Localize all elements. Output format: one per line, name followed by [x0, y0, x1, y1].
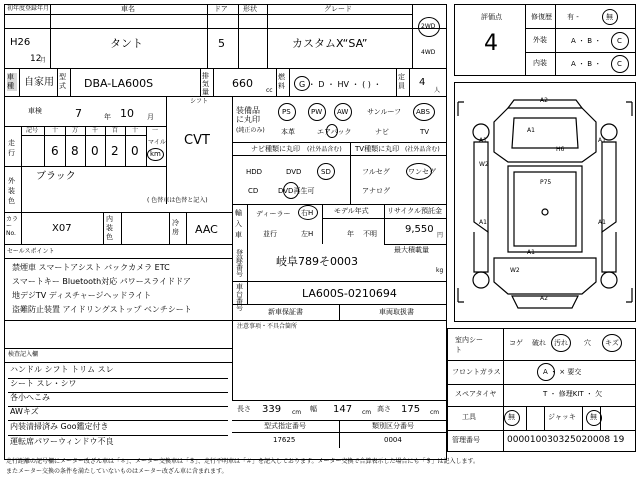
- car-name-label: 車名: [121, 5, 135, 13]
- doors: 5: [218, 37, 225, 50]
- seat-yogore: 汚れ: [554, 339, 568, 347]
- sales-line-0: 禁煙車 スマートアシスト バックカメラ ETC: [12, 263, 170, 272]
- score-label: 評価点: [481, 13, 502, 21]
- mark-h6: H6: [556, 146, 565, 153]
- drive-2wd: 2WD: [421, 23, 436, 30]
- mileage-head-0: 記号: [26, 127, 39, 134]
- import-handle-left: 左H: [301, 230, 314, 238]
- seat-koge: コゲ: [509, 339, 523, 347]
- mileage-digit-3: 2: [111, 144, 119, 158]
- displacement: 660: [232, 77, 253, 90]
- chassis-number: LA600S-0210694: [302, 287, 397, 300]
- car-name: タント: [110, 37, 143, 50]
- notes-label: 注意事項・不具合箇所: [237, 323, 298, 330]
- width-value: 147: [333, 404, 353, 415]
- spare-label: スペアタイヤ: [455, 390, 497, 398]
- jack-label: ジャッキ: [548, 413, 576, 421]
- model-year-unknown: 不明: [363, 230, 377, 238]
- inspection-year: 7: [75, 107, 82, 120]
- capacity-label: 定員: [398, 73, 405, 90]
- mileage-head-1: 十: [52, 127, 59, 134]
- tools-label: 工具: [462, 413, 476, 421]
- mark-a1-bottom: A1: [527, 249, 535, 256]
- tv-analog: アナログ: [362, 187, 390, 195]
- plate-type-label: 車種: [7, 73, 17, 91]
- length-value: 339: [262, 404, 282, 415]
- airbag-circle: [326, 124, 338, 138]
- ac-value: AAC: [195, 223, 218, 236]
- length-label: 長さ: [237, 405, 251, 413]
- inspector-line-3: AWキズ: [10, 407, 39, 416]
- inspection-month: 10: [120, 107, 134, 120]
- exterior-label: 外装色: [8, 177, 15, 205]
- seat-yabure: 破れ: [532, 339, 546, 347]
- tools-value: 無: [508, 413, 515, 421]
- import-handle-right: 右H: [301, 209, 314, 217]
- repair-label: 修復歴: [531, 13, 552, 21]
- first-reg-month-unit: 月: [40, 57, 47, 64]
- height-value: 175: [401, 404, 421, 415]
- shift-label: シフト: [190, 98, 209, 105]
- management-value: 000010030325020008 19: [507, 435, 625, 445]
- recycle-value: 9,550: [405, 224, 434, 235]
- color-no: X07: [52, 223, 72, 234]
- ac-label: 冷房: [172, 219, 179, 236]
- mileage-head-4: 百: [112, 127, 119, 134]
- grade-label: グレード: [324, 5, 352, 13]
- inspection-month-unit: 月: [147, 113, 154, 121]
- exterior-value: ブラック: [36, 171, 76, 182]
- category-value: 0004: [384, 436, 402, 444]
- shape-label: 形状: [243, 5, 257, 13]
- equip-abs: ABS: [416, 108, 430, 116]
- chassis-label: 車台番号: [236, 283, 243, 312]
- designation-value: 17625: [273, 436, 296, 444]
- equipment-label: 装備品に丸印: [236, 106, 260, 124]
- inspection-label: 車検: [28, 107, 42, 115]
- navi-dvd: DVD: [286, 168, 302, 176]
- footer-line-1: 走行距離の記号欄にメーター改ざん車は「＊」、メーター交換車は「＄」、走行不明車は「＃」を記入しております。メーター交換で合算表示した場合にも「＄」は記入します。: [6, 458, 480, 465]
- mileage-digit-2: 0: [91, 144, 99, 158]
- displacement-unit: cc: [266, 87, 273, 94]
- fuel-label: 燃料: [278, 73, 285, 90]
- model-year-label: モデル年式: [334, 207, 369, 215]
- sales-line-2: 地デジTV ディスチャージヘッドライト: [12, 291, 152, 300]
- equip-aw: AW: [337, 108, 349, 116]
- equipment-sub: (純正のみ): [236, 127, 265, 134]
- footer-line-2: またメーター交換の条件を満たしていないものはメーター改ざん車に含まれます。: [6, 468, 228, 475]
- fuel-options: G ・ D ・ HV ・ ( ) ・: [299, 80, 382, 89]
- grade: カスタムX“SA”: [292, 37, 368, 50]
- recycle-label: リサイクル預託金: [387, 207, 443, 215]
- interior-eval-selected: C: [617, 60, 622, 68]
- navi-hdd: HDD: [246, 168, 263, 176]
- door-label: ドア: [214, 5, 228, 13]
- mark-a1-br: A1: [598, 219, 606, 226]
- inspector-line-0: ハンドル シフト トリム スレ: [10, 365, 114, 374]
- mileage-head-3: 千: [92, 127, 99, 134]
- seat-ana: 穴: [584, 339, 591, 347]
- navi-cd: CD: [248, 187, 259, 195]
- plate-number: 岐阜789そ0003: [276, 255, 358, 268]
- mark-a1-bl: A1: [479, 219, 487, 226]
- drive-4wd: 4WD: [421, 49, 436, 56]
- mileage-head-6: 一: [152, 127, 159, 134]
- exterior-eval-selected: C: [617, 37, 622, 45]
- model-year-year: 年: [347, 230, 354, 238]
- first-reg-month: 12: [30, 54, 42, 64]
- color-no-label: カラーNo.: [6, 216, 19, 237]
- doc-warranty: 新車保証書: [268, 308, 303, 316]
- repair-selected: 無: [606, 13, 613, 21]
- length-unit: cm: [292, 409, 302, 416]
- capacity: 4: [419, 77, 426, 88]
- inspection-year-unit: 年: [104, 113, 111, 121]
- mark-a1-top: A1: [527, 127, 535, 134]
- exterior-eval-label: 外装: [533, 36, 547, 44]
- inspector-line-1: シート スレ・シワ: [10, 379, 77, 388]
- equip-navi: ナビ: [375, 128, 389, 136]
- mileage-digit-4: 0: [131, 144, 139, 158]
- tv-fullseg: フルセグ: [362, 168, 390, 176]
- recycle-unit: 円: [437, 232, 444, 239]
- first-reg-era: H26: [10, 37, 31, 48]
- mileage-label: 走行: [8, 139, 15, 157]
- glass-label: フロントガラス: [452, 368, 501, 376]
- jack-value: 無: [590, 413, 597, 421]
- management-label: 管理番号: [452, 436, 480, 444]
- glass-options: A ・ × 要交: [543, 368, 582, 376]
- height-unit: cm: [430, 409, 440, 416]
- category-label: 類別区分番号: [372, 422, 414, 430]
- model-label: 型式: [59, 73, 66, 90]
- mark-a1-right: A1: [598, 137, 606, 144]
- mileage-head-5: 十: [132, 127, 139, 134]
- import-dealer: ディーラー: [256, 210, 291, 218]
- interior-eval-label: 内装: [533, 59, 547, 67]
- navi-sd: SD: [321, 168, 331, 176]
- inspector-label: 検査記入欄: [8, 351, 39, 358]
- navi-sub: (社外品含む): [307, 146, 342, 153]
- interior-color-label: 内装色: [106, 215, 113, 241]
- doc-manual: 車両取扱書: [379, 308, 414, 316]
- mark-a2-top: A2: [540, 97, 548, 104]
- equip-leather: 本革: [281, 128, 295, 136]
- max-load-label: 最大積載量: [394, 246, 429, 254]
- tv-label: TV種類に丸印: [355, 145, 400, 153]
- mileage-head-2: 万: [72, 127, 79, 134]
- inspector-line-4: 内装清掃済み Goo鑑定付き: [10, 422, 109, 431]
- sales-line-3: 盗難防止装置 アイドリングストップ ベンチシート: [12, 305, 192, 314]
- max-load-unit: kg: [436, 267, 444, 274]
- plate-label: 登録番号: [236, 249, 243, 278]
- width-unit: cm: [362, 409, 372, 416]
- designation-label: 型式指定番号: [264, 422, 306, 430]
- mark-w2-bottom: W2: [510, 267, 520, 274]
- seat-label: 室内シート: [455, 336, 483, 354]
- capacity-unit: 人: [434, 87, 441, 94]
- navi-dvd-play: DVD再生可: [278, 187, 315, 195]
- navi-label: ナビ種類に丸印: [251, 145, 300, 153]
- mileage-digit-1: 8: [71, 144, 79, 158]
- plate-type: 自家用: [24, 77, 54, 88]
- import-label: 輸入車: [235, 209, 242, 239]
- score-value: 4: [484, 31, 498, 56]
- mark-w2-left: W2: [479, 161, 489, 168]
- mileage-unit-label: マイル: [148, 139, 166, 146]
- exterior-eval-options: A ・ B ・: [571, 37, 602, 45]
- shift-value: CVT: [184, 133, 210, 148]
- spare-options: T ・ 修理KIT ・ 欠: [543, 390, 603, 398]
- tv-oneseg: ワンセグ: [408, 168, 436, 176]
- model: DBA-LA600S: [84, 77, 154, 90]
- width-label: 幅: [310, 405, 317, 413]
- equip-pw: PW: [311, 108, 323, 116]
- interior-eval-options: A ・ B ・: [571, 60, 602, 68]
- sales-points-label: セールスポイント: [7, 248, 55, 255]
- tv-sub: (社外品含む): [405, 146, 440, 153]
- import-parallel: 並行: [263, 230, 277, 238]
- first-reg-label: 初年度登録年月: [7, 5, 50, 12]
- repair-options: 有 -: [567, 13, 579, 21]
- car-diagram: [454, 82, 636, 322]
- height-label: 高さ: [377, 405, 391, 413]
- equip-ps: PS: [282, 108, 291, 116]
- inspector-line-2: 各小へこみ: [10, 393, 50, 402]
- mileage-digit-0: 6: [51, 144, 59, 158]
- seat-kizu: キズ: [605, 339, 619, 347]
- inspector-line-5: 運転席パワーウィンドウ不良: [10, 437, 114, 446]
- displacement-label: 排気量: [202, 72, 209, 96]
- exterior-note: ( 色替車は色替と記入): [147, 197, 208, 204]
- equip-tv: TV: [420, 128, 430, 136]
- mileage-unit: km: [150, 150, 161, 158]
- mark-p75: P75: [540, 179, 552, 186]
- dvd-play-circle: [283, 182, 299, 199]
- mark-a1-left: A1: [479, 137, 487, 144]
- equip-sunroof: サンルーフ: [367, 108, 402, 116]
- fuel-selected-circle: [294, 76, 310, 91]
- sales-line-1: スマートキー Bluetooth対応 パワースライドドア: [12, 277, 191, 286]
- mark-a2-bottom: A2: [540, 295, 548, 302]
- equip-airbag: エアバック: [317, 128, 352, 136]
